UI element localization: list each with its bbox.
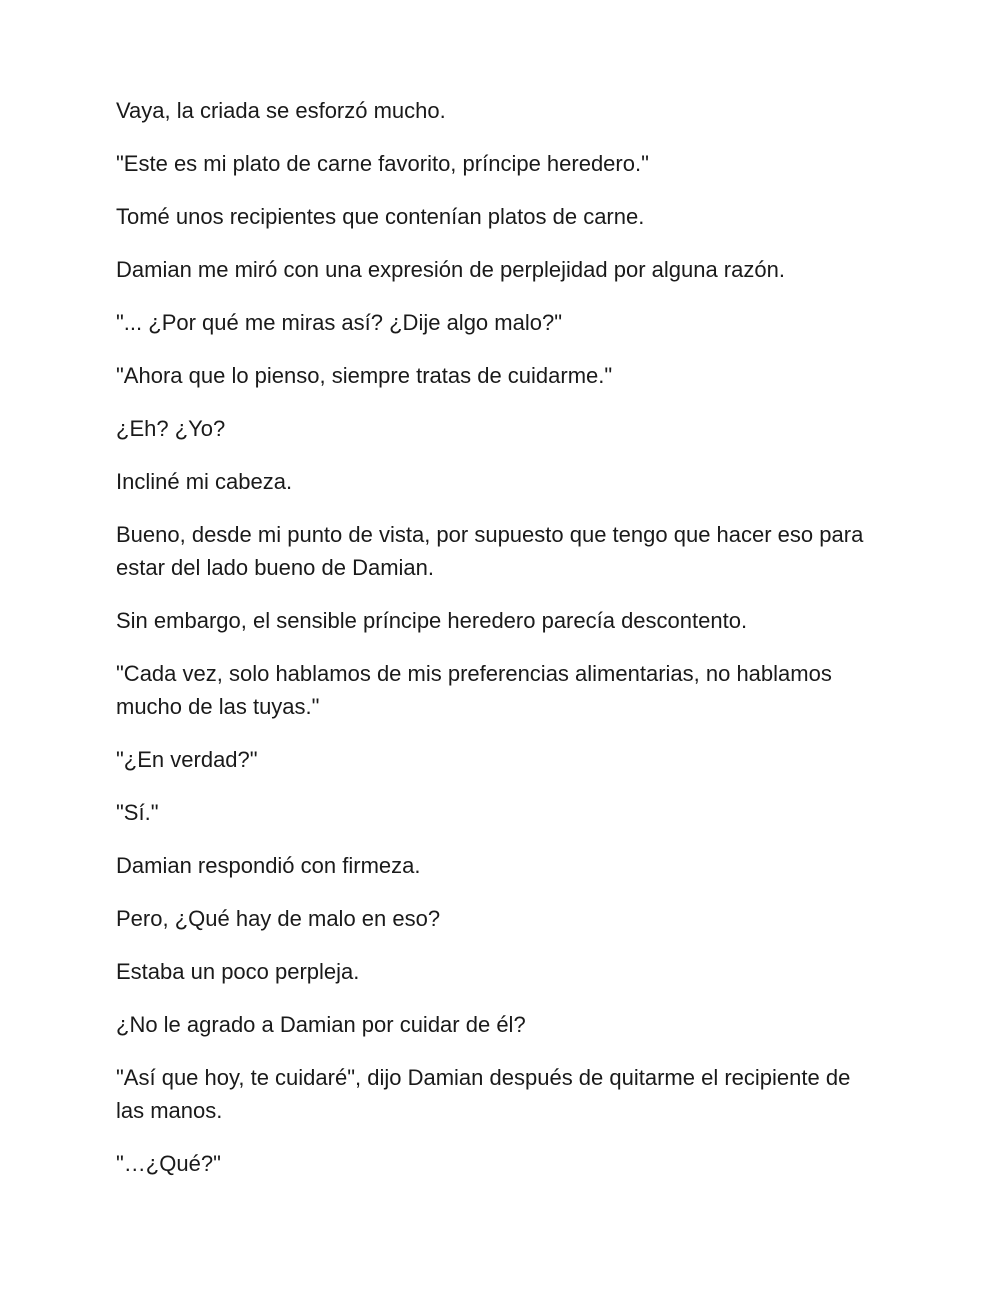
paragraph: Incliné mi cabeza. <box>116 469 293 494</box>
paragraph: "Cada vez, solo hablamos de mis preferencias alimentarias, no hablamos mucho de las tuyas." <box>116 661 832 719</box>
paragraph: "Ahora que lo pienso, siempre tratas de cuidarme." <box>116 363 613 388</box>
paragraph: "Sí." <box>116 800 159 825</box>
document-body <box>116 94 876 1200</box>
paragraph: Damian me miró con una expresión de perplejidad por alguna razón. <box>116 257 785 282</box>
paragraph: Vaya, la criada se esforzó mucho. <box>116 98 446 123</box>
paragraph: "Este es mi plato de carne favorito, príncipe heredero." <box>116 151 649 176</box>
paragraph: Sin embargo, el sensible príncipe heredero parecía descontento. <box>116 608 748 633</box>
paragraph: "…¿Qué?" <box>116 1151 221 1176</box>
paragraph: ¿Eh? ¿Yo? <box>116 416 226 441</box>
paragraph: "Así que hoy, te cuidaré", dijo Damian después de quitarme el recipiente de las manos. <box>116 1065 851 1123</box>
paragraph: "... ¿Por qué me miras así? ¿Dije algo malo?" <box>116 310 563 335</box>
paragraph: Damian respondió con firmeza. <box>116 853 421 878</box>
paragraph: "¿En verdad?" <box>116 747 258 772</box>
paragraph: Estaba un poco perpleja. <box>116 959 360 984</box>
paragraph: Pero, ¿Qué hay de malo en eso? <box>116 906 441 931</box>
paragraph: Bueno, desde mi punto de vista, por supuesto que tengo que hacer eso para estar del lado bueno de Damian. <box>116 522 864 580</box>
paragraph: Tomé unos recipientes que contenían platos de carne. <box>116 204 645 229</box>
paragraph: ¿No le agrado a Damian por cuidar de él? <box>116 1012 526 1037</box>
